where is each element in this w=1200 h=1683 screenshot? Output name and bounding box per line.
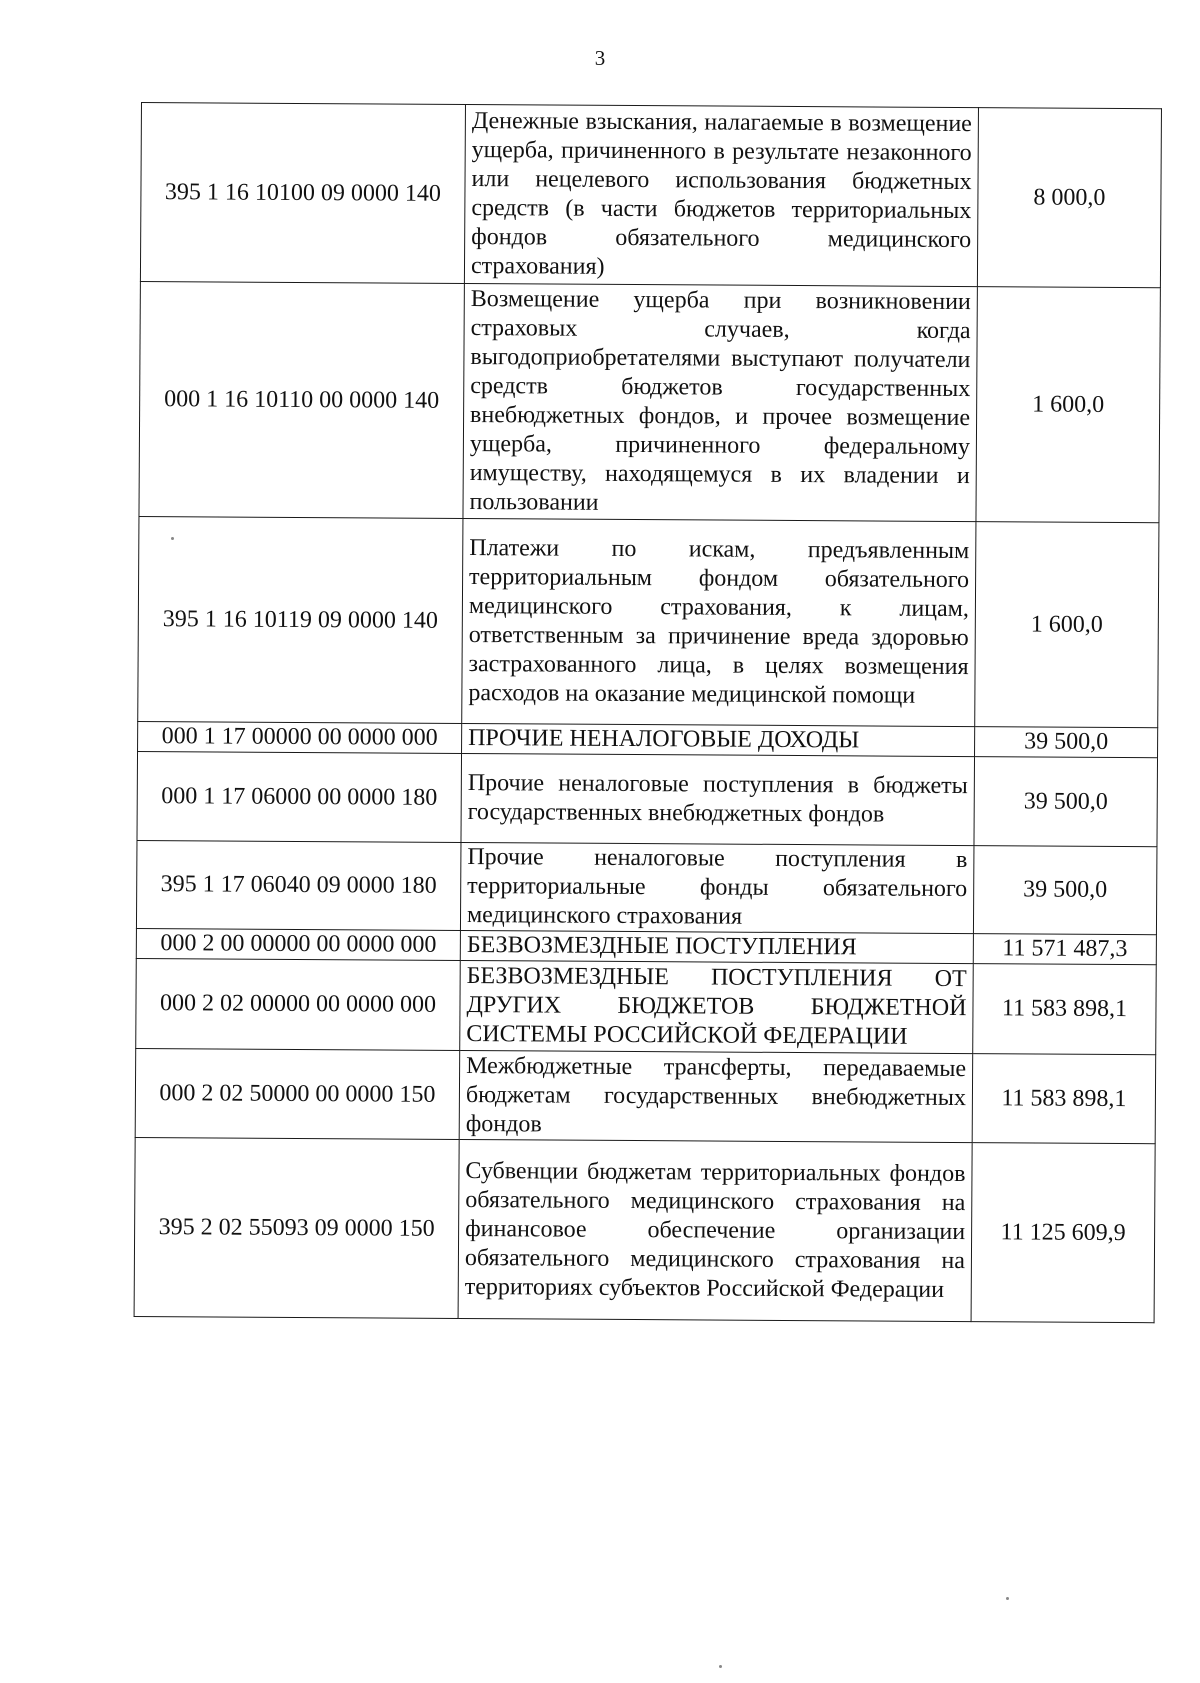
description-cell: Платежи по искам, предъявленным территориальным фондом обязательного медицинского страхования, к лицам, ответственным за причинение вреда здоровью застрахованного лица, в целях возмещения расходов на оказание медицинской помощи <box>462 518 976 726</box>
budget-code-cell: 000 1 17 06000 00 0000 180 <box>137 751 462 842</box>
amount-cell: 39 500,0 <box>975 727 1158 758</box>
table-row <box>136 958 1157 1054</box>
table-row <box>137 751 1158 846</box>
amount-cell: 11 125 609,9 <box>971 1143 1155 1323</box>
amount-cell: 11 583 898,1 <box>973 964 1157 1055</box>
description-cell: Субвенции бюджетам территориальных фондов обязательного медицинского страхования на финансовое обеспечение организации обязательного медицинского страхования на территориях субъектов Российской Федерации <box>458 1139 972 1321</box>
description-cell: Прочие неналоговые поступления в территориальные фонды обязательного медицинского страхования <box>460 842 974 933</box>
revenue-table <box>134 102 1162 1323</box>
amount-cell: 8 000,0 <box>977 108 1161 288</box>
table-row <box>140 103 1161 288</box>
description-cell: ПРОЧИЕ НЕНАЛОГОВЫЕ ДОХОДЫ <box>462 723 975 756</box>
amount-cell: 39 500,0 <box>973 846 1157 935</box>
budget-code-cell: 395 1 16 10100 09 0000 140 <box>140 103 465 284</box>
amount-cell: 11 571 487,3 <box>973 934 1156 965</box>
amount-cell: 1 600,0 <box>975 522 1159 728</box>
description-cell: Возмещение ущерба при возникновении страховых случаев, когда выгодоприобретателями выступают получатели средств бюджетов государственных внебюджетных фондов, и прочее возмещение ущерба, причиненного федеральному имуществу, находящемуся в их владении и пользовании <box>463 283 977 521</box>
budget-code-cell: 000 1 17 00000 00 0000 000 <box>138 721 462 753</box>
table-row <box>136 840 1157 934</box>
budget-code-cell: 395 1 17 06040 09 0000 180 <box>136 840 461 930</box>
table-row <box>138 516 1159 727</box>
scan-speck <box>171 537 174 540</box>
budget-code-cell: 000 2 02 00000 00 0000 000 <box>136 958 461 1050</box>
budget-code-cell: 000 2 00 00000 00 0000 000 <box>136 928 460 960</box>
amount-cell: 11 583 898,1 <box>972 1054 1156 1144</box>
table-row <box>134 1137 1155 1322</box>
table-row <box>139 281 1160 522</box>
description-cell: БЕЗВОЗМЕЗДНЫЕ ПОСТУПЛЕНИЯ ОТ ДРУГИХ БЮДЖЕТОВ БЮДЖЕТНОЙ СИСТЕМЫ РОССИЙСКОЙ ФЕДЕРАЦИИ <box>460 960 974 1053</box>
amount-cell: 1 600,0 <box>976 287 1160 523</box>
budget-code-cell: 000 2 02 50000 00 0000 150 <box>135 1048 460 1139</box>
budget-code-cell: 395 1 16 10119 09 0000 140 <box>138 516 463 723</box>
description-cell: Денежные взыскания, налагаемые в возмещение ущерба, причиненного в результате незаконного или нецелевого использования бюджетных средств (в части бюджетов территориальных фондов обязательного медицинского страхования) <box>464 104 978 286</box>
description-cell: Прочие неналоговые поступления в бюджеты государственных внебюджетных фондов <box>461 753 975 845</box>
scan-speck <box>719 1665 722 1668</box>
budget-code-cell: 395 2 02 55093 09 0000 150 <box>134 1137 459 1318</box>
table-row <box>135 1048 1156 1143</box>
scan-speck <box>1006 1597 1009 1600</box>
description-cell: Межбюджетные трансферты, передаваемые бюджетам государственных внебюджетных фондов <box>459 1050 973 1142</box>
budget-code-cell: 000 1 16 10110 00 0000 140 <box>139 281 464 518</box>
page-number: 3 <box>594 46 606 70</box>
amount-cell: 39 500,0 <box>974 757 1158 847</box>
description-cell: БЕЗВОЗМЕЗДНЫЕ ПОСТУПЛЕНИЯ <box>460 930 973 963</box>
